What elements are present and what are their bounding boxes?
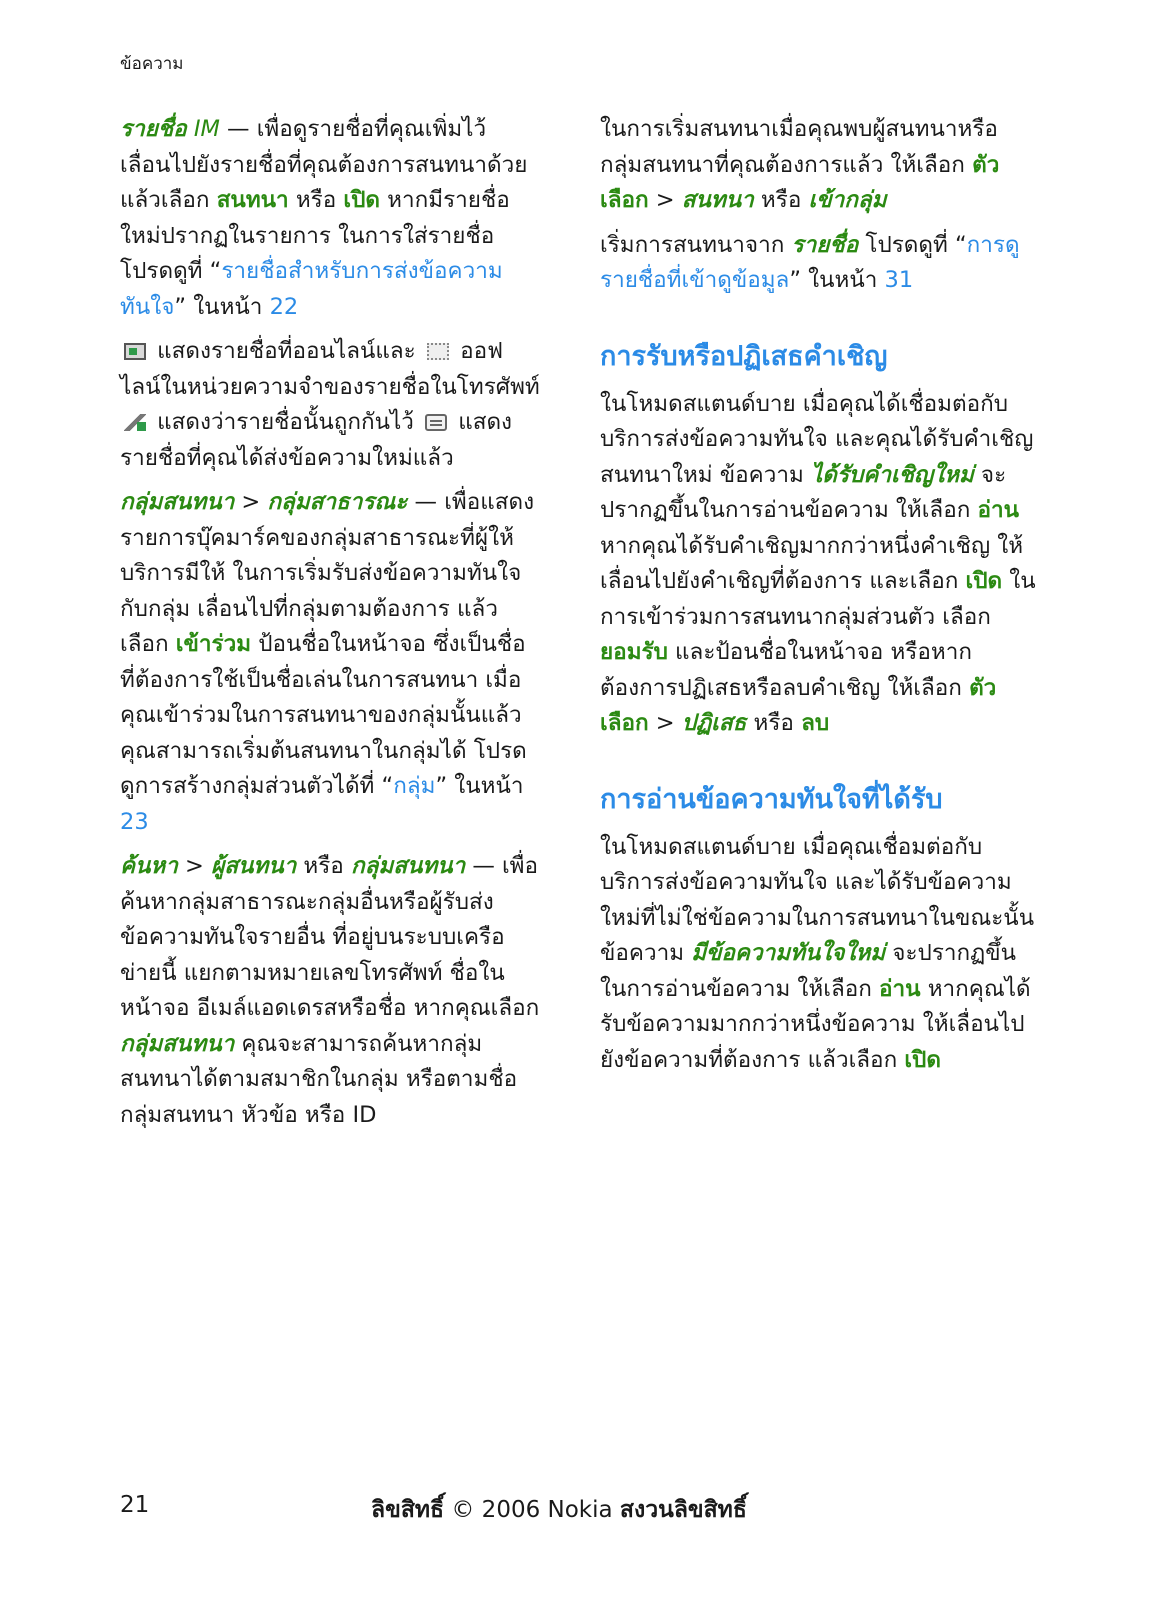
section-heading-reading-messages: การอ่านข้อความทันใจที่ได้รับ: [600, 783, 943, 815]
menu-separator: >: [648, 710, 682, 736]
read-command: อ่าน: [977, 497, 1020, 523]
copyright-word: ลิขสิทธิ์: [371, 1497, 445, 1523]
text: และป้อนชื่อในหน้าจอ หรือหากต้องการปฏิเสธหรือลบคำเชิญ ให้เลือก: [600, 639, 972, 701]
text: ในการเริ่มสนทนาเมื่อคุณพบผู้สนทนาหรือกลุ่มสนทนาที่คุณต้องการแล้ว ให้เลือก: [600, 116, 998, 178]
text: หรือ: [753, 187, 809, 213]
new-message-notice: มีข้อความทันใจใหม่: [691, 940, 886, 966]
text: คุณจะสามารถค้นหากลุ่มสนทนาได้ตามสมาชิกในกลุ่ม หรือตามชื่อกลุ่มสนทนา หัวข้อ หรือ ID: [120, 1030, 518, 1128]
join-command: เข้าร่วม: [175, 631, 252, 657]
text: หรือ: [746, 710, 802, 736]
text: ” ในหน้า: [174, 293, 270, 320]
contact-blocked-icon: [124, 414, 146, 431]
left-column: [120, 112, 540, 1142]
chat-command: สนทนา: [216, 187, 289, 213]
reject-command: ปฏิเสธ: [681, 710, 747, 736]
cross-reference-link[interactable]: การดูรายชื่อที่เข้าดูข้อมูล: [600, 231, 1020, 293]
text: — เพื่อแสดงรายการบุ๊คมาร์คของกลุ่มสาธารณะที่ผู้ให้บริการมีให้ ในการเริ่มรับส่งข้อความทันใจกับกลุ่ม เลื่อนไปที่กลุ่มตามต้องการ แล้วเลือก: [120, 489, 535, 657]
text: เริ่มการสนทนาจาก: [600, 231, 792, 258]
page-reference-link[interactable]: 22: [269, 293, 299, 320]
running-header: ข้อความ: [120, 54, 184, 74]
menu-separator: >: [234, 489, 268, 515]
menu-term-users: ผู้สนทนา: [211, 853, 297, 879]
menu-term-search: ค้นหา: [120, 853, 178, 879]
page-reference-link[interactable]: 31: [884, 267, 914, 293]
new-invitation-notice: ได้รับคำเชิญใหม่: [810, 461, 974, 488]
text: โปรดดูที่ “: [858, 231, 967, 258]
text: หรือ: [288, 187, 344, 213]
reading-messages-paragraph: [600, 830, 1040, 1079]
cross-reference-link[interactable]: กลุ่ม: [393, 773, 436, 799]
menu-term-chat-groups: กลุ่มสนทนา: [120, 489, 235, 515]
text: จะปรากฏขึ้นในการอ่านข้อความ ให้เลือก: [600, 461, 1007, 523]
text: ป้อนชื่อในหน้าจอ ซึ่งเป็นชื่อที่ต้องการใช้เป็นชื่อเล่นในการสนทนา เมื่อคุณเข้าร่วมในการสนทนาของกลุ่มนั้นแล้ว คุณสามารถเริ่มต้นสนทนาในกลุ่มได้ โปรดดูการสร้างกลุ่มส่วนตัวได้ที่ “: [120, 631, 527, 799]
cross-reference-link[interactable]: รายชื่อสำหรับการส่งข้อความทันใจ: [120, 258, 503, 320]
section-heading-invitations: การรับหรือปฏิเสธคำเชิญ: [600, 340, 888, 372]
icon-legend-paragraph: [120, 334, 540, 476]
contact-online-icon: [124, 343, 146, 360]
search-paragraph: [120, 849, 540, 1133]
text: แสดงว่ารายชื่อนั้นถูกกันไว้: [150, 409, 422, 435]
menu-term-public-groups: กลุ่มสาธารณะ: [267, 489, 408, 515]
text: ในโหมดสแตนด์บาย เมื่อคุณเชื่อมต่อกับบริการส่งข้อความทันใจ และได้รับข้อความใหม่ที่ไม่ใช่ข้อความในการสนทนาในขณะนั้น ข้อความ: [600, 833, 1035, 966]
copyright-notice: [371, 1492, 747, 1528]
open-command: เปิด: [904, 1046, 941, 1073]
menu-separator: >: [648, 187, 682, 213]
new-message-icon: [425, 414, 447, 431]
public-groups-paragraph: [120, 485, 540, 840]
im-contacts-paragraph: [120, 112, 540, 325]
all-rights-reserved: สงวนลิขสิทธิ์: [619, 1497, 747, 1523]
chat-command: สนทนา: [681, 187, 754, 213]
text: — เพื่อค้นหากลุ่มสาธารณะกลุ่มอื่นหรือผู้รับส่งข้อความทันใจรายอื่น ที่อยู่บนระบบเครือข่ายนี้ แยกตามหมายเลขโทรศัพท์ ชื่อในหน้าจอ อีเมล์แอดเดรสหรือชื่อ หากคุณเลือก: [120, 853, 540, 1021]
menu-term-im: IM: [193, 116, 220, 142]
text: ” ในหน้า: [435, 773, 524, 799]
page-reference-link[interactable]: 23: [120, 808, 149, 835]
text: แสดงรายชื่อที่ออนไลน์และ: [150, 338, 423, 364]
text: แสดงรายชื่อที่คุณได้ส่งข้อความใหม่แล้ว: [120, 409, 513, 471]
read-command: อ่าน: [879, 975, 921, 1002]
copyright-year-brand: © 2006 Nokia: [444, 1497, 620, 1523]
delete-command: ลบ: [801, 710, 830, 736]
text: หากมีรายชื่อใหม่ปรากฏในรายการ ในการใส่รายชื่อ โปรดดูที่ “: [120, 187, 510, 284]
text: หรือ: [296, 853, 351, 879]
page-number: 21: [120, 1492, 150, 1518]
join-group-command: เข้ากลุ่ม: [808, 187, 887, 213]
menu-term-contacts: รายชื่อ: [120, 116, 187, 142]
text: หากคุณได้รับข้อความมากกว่าหนึ่งข้อความ ให้เลื่อนไปยังข้อความที่ต้องการ แล้วเลือก: [600, 975, 1031, 1073]
open-command: เปิด: [343, 187, 380, 213]
text: ในการเข้าร่วมการสนทนากลุ่มส่วนตัว เลือก: [600, 568, 1036, 630]
contact-offline-icon: [427, 343, 449, 360]
text: หากคุณได้รับคำเชิญมากกว่าหนึ่งคำเชิญ ให้เลื่อนไปยังคำเชิญที่ต้องการ และเลือก: [600, 532, 1024, 594]
menu-term-chat-groups: กลุ่มสนทนา: [350, 853, 466, 879]
menu-term-contacts: รายชื่อ: [791, 231, 859, 258]
text: ออฟไลน์ในหน่วยความจำของรายชื่อในโทรศัพท์: [120, 338, 540, 400]
open-command: เปิด: [965, 568, 1003, 594]
right-column: [600, 112, 1040, 1087]
start-chat-paragraph: [600, 112, 1040, 219]
text: — เพื่อดูรายชื่อที่คุณเพิ่มไว้ เลื่อนไปยังรายชื่อที่คุณต้องการสนทนาด้วย แล้วเลือก: [120, 116, 528, 213]
options-command: ตัวเลือก: [600, 151, 1000, 213]
invitations-paragraph: [600, 387, 1040, 742]
menu-separator: >: [177, 853, 212, 879]
text: จะปรากฏขึ้น ในการอ่านข้อความ ให้เลือก: [600, 940, 1017, 1002]
text: ในโหมดสแตนด์บาย เมื่อคุณได้เชื่อมต่อกับบริการส่งข้อความทันใจ และคุณได้รับคำเชิญสนทนาใหม่ ข้อความ: [600, 390, 1034, 488]
text: ” ในหน้า: [789, 267, 885, 293]
start-from-contacts-paragraph: [600, 228, 1040, 299]
options-command: ตัวเลือก: [600, 674, 997, 736]
accept-command: ยอมรับ: [600, 639, 668, 665]
menu-term-chat-groups: กลุ่มสนทนา: [120, 1030, 235, 1057]
